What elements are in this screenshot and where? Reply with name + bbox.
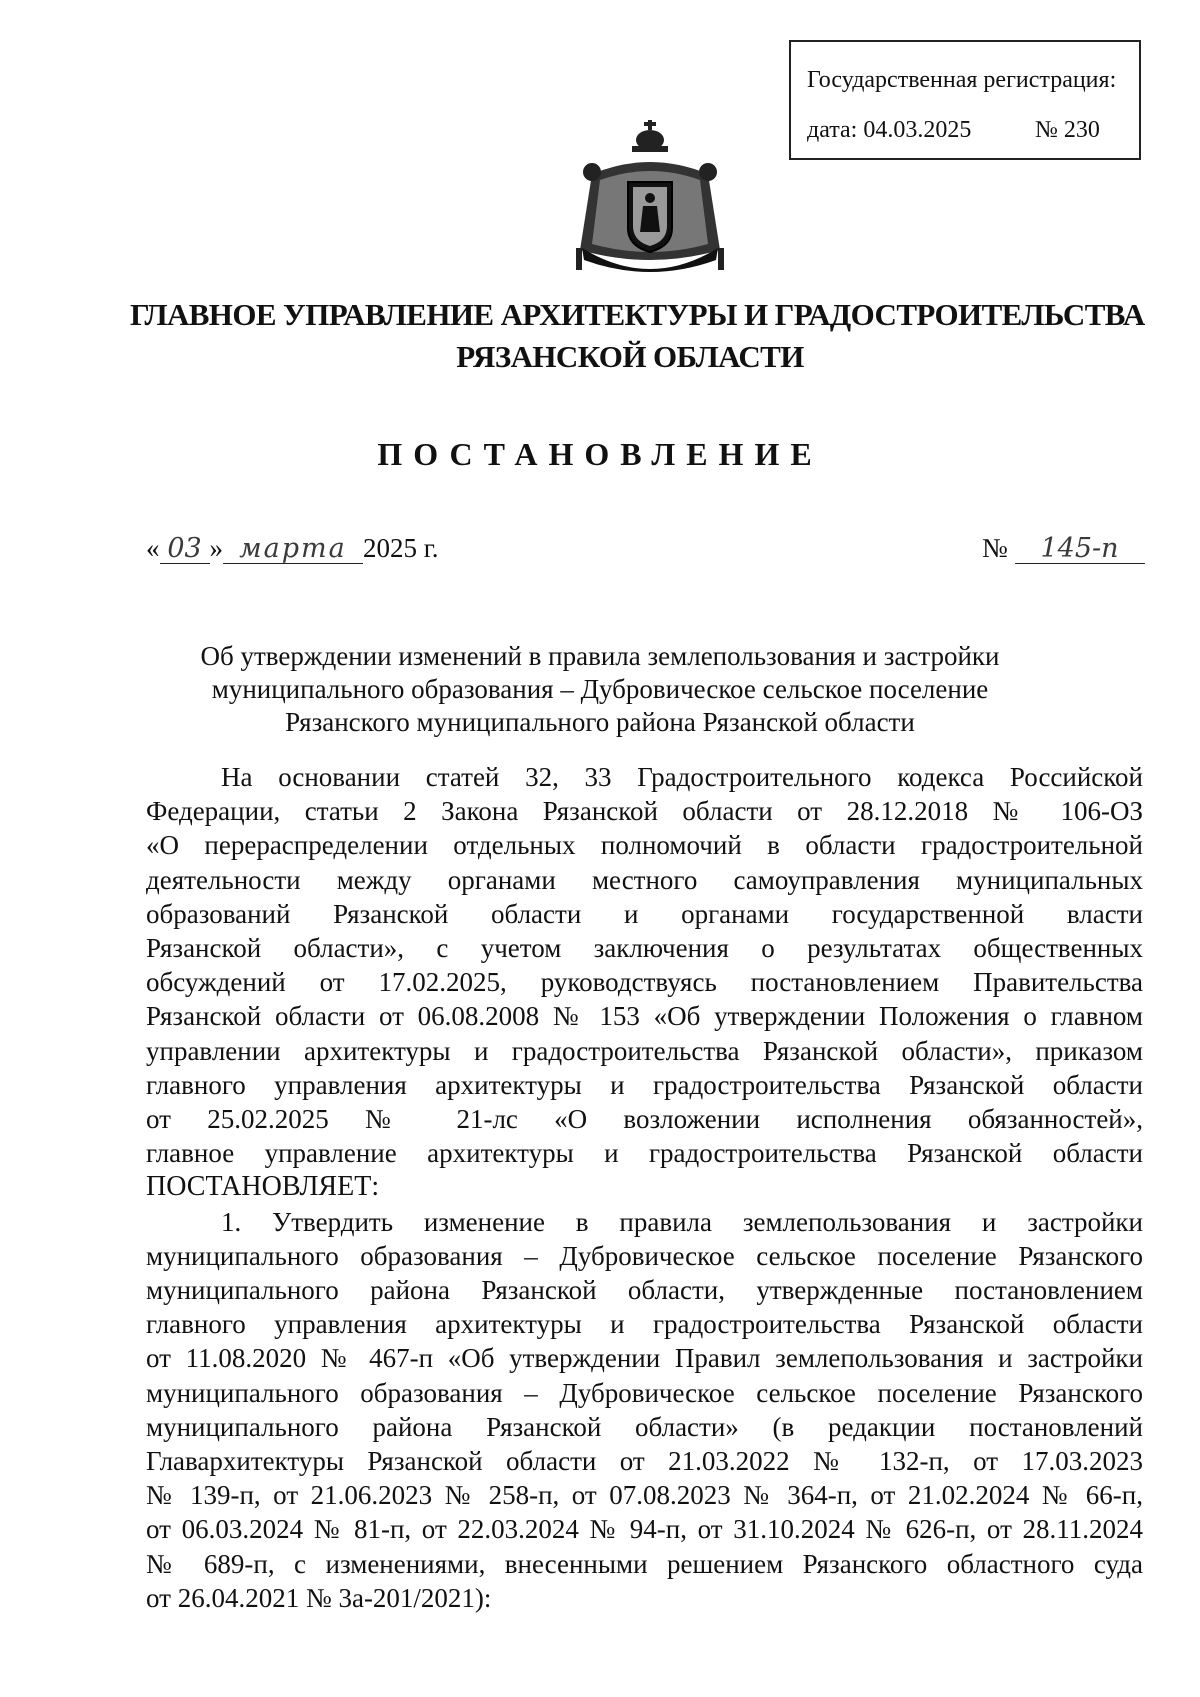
item-1-line: муниципального района Рязанской области, утвержденные постановлением — [146, 1275, 1143, 1306]
document-date — [146, 533, 439, 564]
registration-title: Государственная регистрация: — [807, 67, 1117, 93]
item-1-line: № 689-п, с изменениями, внесенными решением Рязанского областного суда — [146, 1548, 1143, 1579]
item-1-line: муниципального образования – Дубровическое сельское поселение Рязанского — [146, 1240, 1143, 1271]
date-close-quote: » — [209, 533, 223, 563]
registration-stamp — [789, 40, 1141, 160]
date-open-quote: « — [146, 533, 160, 563]
document-subject — [120, 640, 1080, 739]
item-1-line: № 139-п, от 21.06.2023 № 258-п, от 07.08.2023 № 364-п, от 21.02.2024 № 66-п, — [146, 1480, 1143, 1511]
registration-date: дата: 04.03.2025 — [807, 117, 972, 143]
agency-name-line2: РЯЗАНСКОЙ ОБЛАСТИ — [456, 339, 804, 374]
body-line: управлении архитектуры и градостроительства Рязанской области», приказом — [146, 1035, 1143, 1066]
subject-line: муниципального образования – Дубровическое сельское поселение — [211, 674, 989, 704]
resolves-word: ПОСТАНОВЛЯЕТ: — [146, 1171, 380, 1203]
body-line: На основании статей 32, 33 Градостроительного кодекса Российской — [221, 762, 1143, 792]
agency-name-line1: ГЛАВНОЕ УПРАВЛЕНИЕ АРХИТЕКТУРЫ И ГРАДОСТРОИТЕЛЬСТВА — [130, 297, 1145, 332]
item-1-line: муниципального образования – Дубровическое сельское поселение Рязанского — [146, 1377, 1143, 1408]
item-1-line: от 26.04.2021 № 3а-201/2021): — [146, 1582, 492, 1613]
item-1-line: Главархитектуры Рязанской области от 21.03.2022 № 132-п, от 17.03.2023 — [146, 1446, 1143, 1477]
coat-of-arms-icon — [570, 120, 730, 284]
body-line: образований Рязанской области и органами государственной власти — [146, 898, 1143, 929]
item-1-line: главного управления архитектуры и градостроительства Рязанской области — [146, 1309, 1143, 1340]
item-1-line: муниципального района Рязанской области» (в редакции постановлений — [146, 1411, 1143, 1442]
body-line: главное управление архитектуры и градостроительства Рязанской области — [146, 1138, 1143, 1169]
body-line: Рязанской области», с учетом заключения о результатах общественных — [146, 933, 1143, 964]
subject-line: Рязанского муниципального района Рязанской области — [285, 707, 915, 737]
body-line: «О перераспределении отдельных полномочий в области градостроительной — [146, 830, 1143, 861]
document-type-title: ПОСТАНОВЛЕНИЕ — [377, 436, 823, 472]
body-line: деятельности между органами местного самоуправления муниципальных — [146, 864, 1143, 895]
body-line: Федерации, статьи 2 Закона Рязанской области от 28.12.2018 № 106-ОЗ — [146, 796, 1143, 827]
number-handwritten: 145-п — [1015, 535, 1145, 564]
body-line: от 25.02.2025 № 21-лс «О возложении исполнения обязанностей», — [146, 1104, 1143, 1135]
agency-name — [130, 294, 1145, 378]
date-year: 2025 г. — [363, 533, 439, 563]
registration-number: № 230 — [1035, 117, 1100, 143]
item-1-line: 1. Утвердить изменение в правила землепользования и застройки — [221, 1206, 1143, 1237]
body-line: обсуждений от 17.02.2025, руководствуясь постановлением Правительства — [146, 967, 1143, 998]
subject-line: Об утверждении изменений в правила землепользования и застройки — [200, 641, 1000, 671]
date-day-handwritten: 03 — [160, 535, 210, 564]
number-prefix: № — [982, 533, 1008, 563]
body-line: Рязанской области от 06.08.2008 № 153 «Об утверждении Положения о главном — [146, 1001, 1143, 1032]
document-body — [146, 760, 1143, 1615]
date-month-handwritten: марта — [223, 535, 363, 564]
body-line: главного управления архитектуры и градостроительства Рязанской области — [146, 1069, 1143, 1100]
document-number — [982, 533, 1145, 564]
item-1-line: от 06.03.2024 № 81-п, от 22.03.2024 № 94-п, от 31.10.2024 № 626-п, от 28.11.2024 — [146, 1514, 1143, 1545]
item-1-line: от 11.08.2020 № 467-п «Об утверждении Правил землепользования и застройки — [146, 1343, 1143, 1374]
